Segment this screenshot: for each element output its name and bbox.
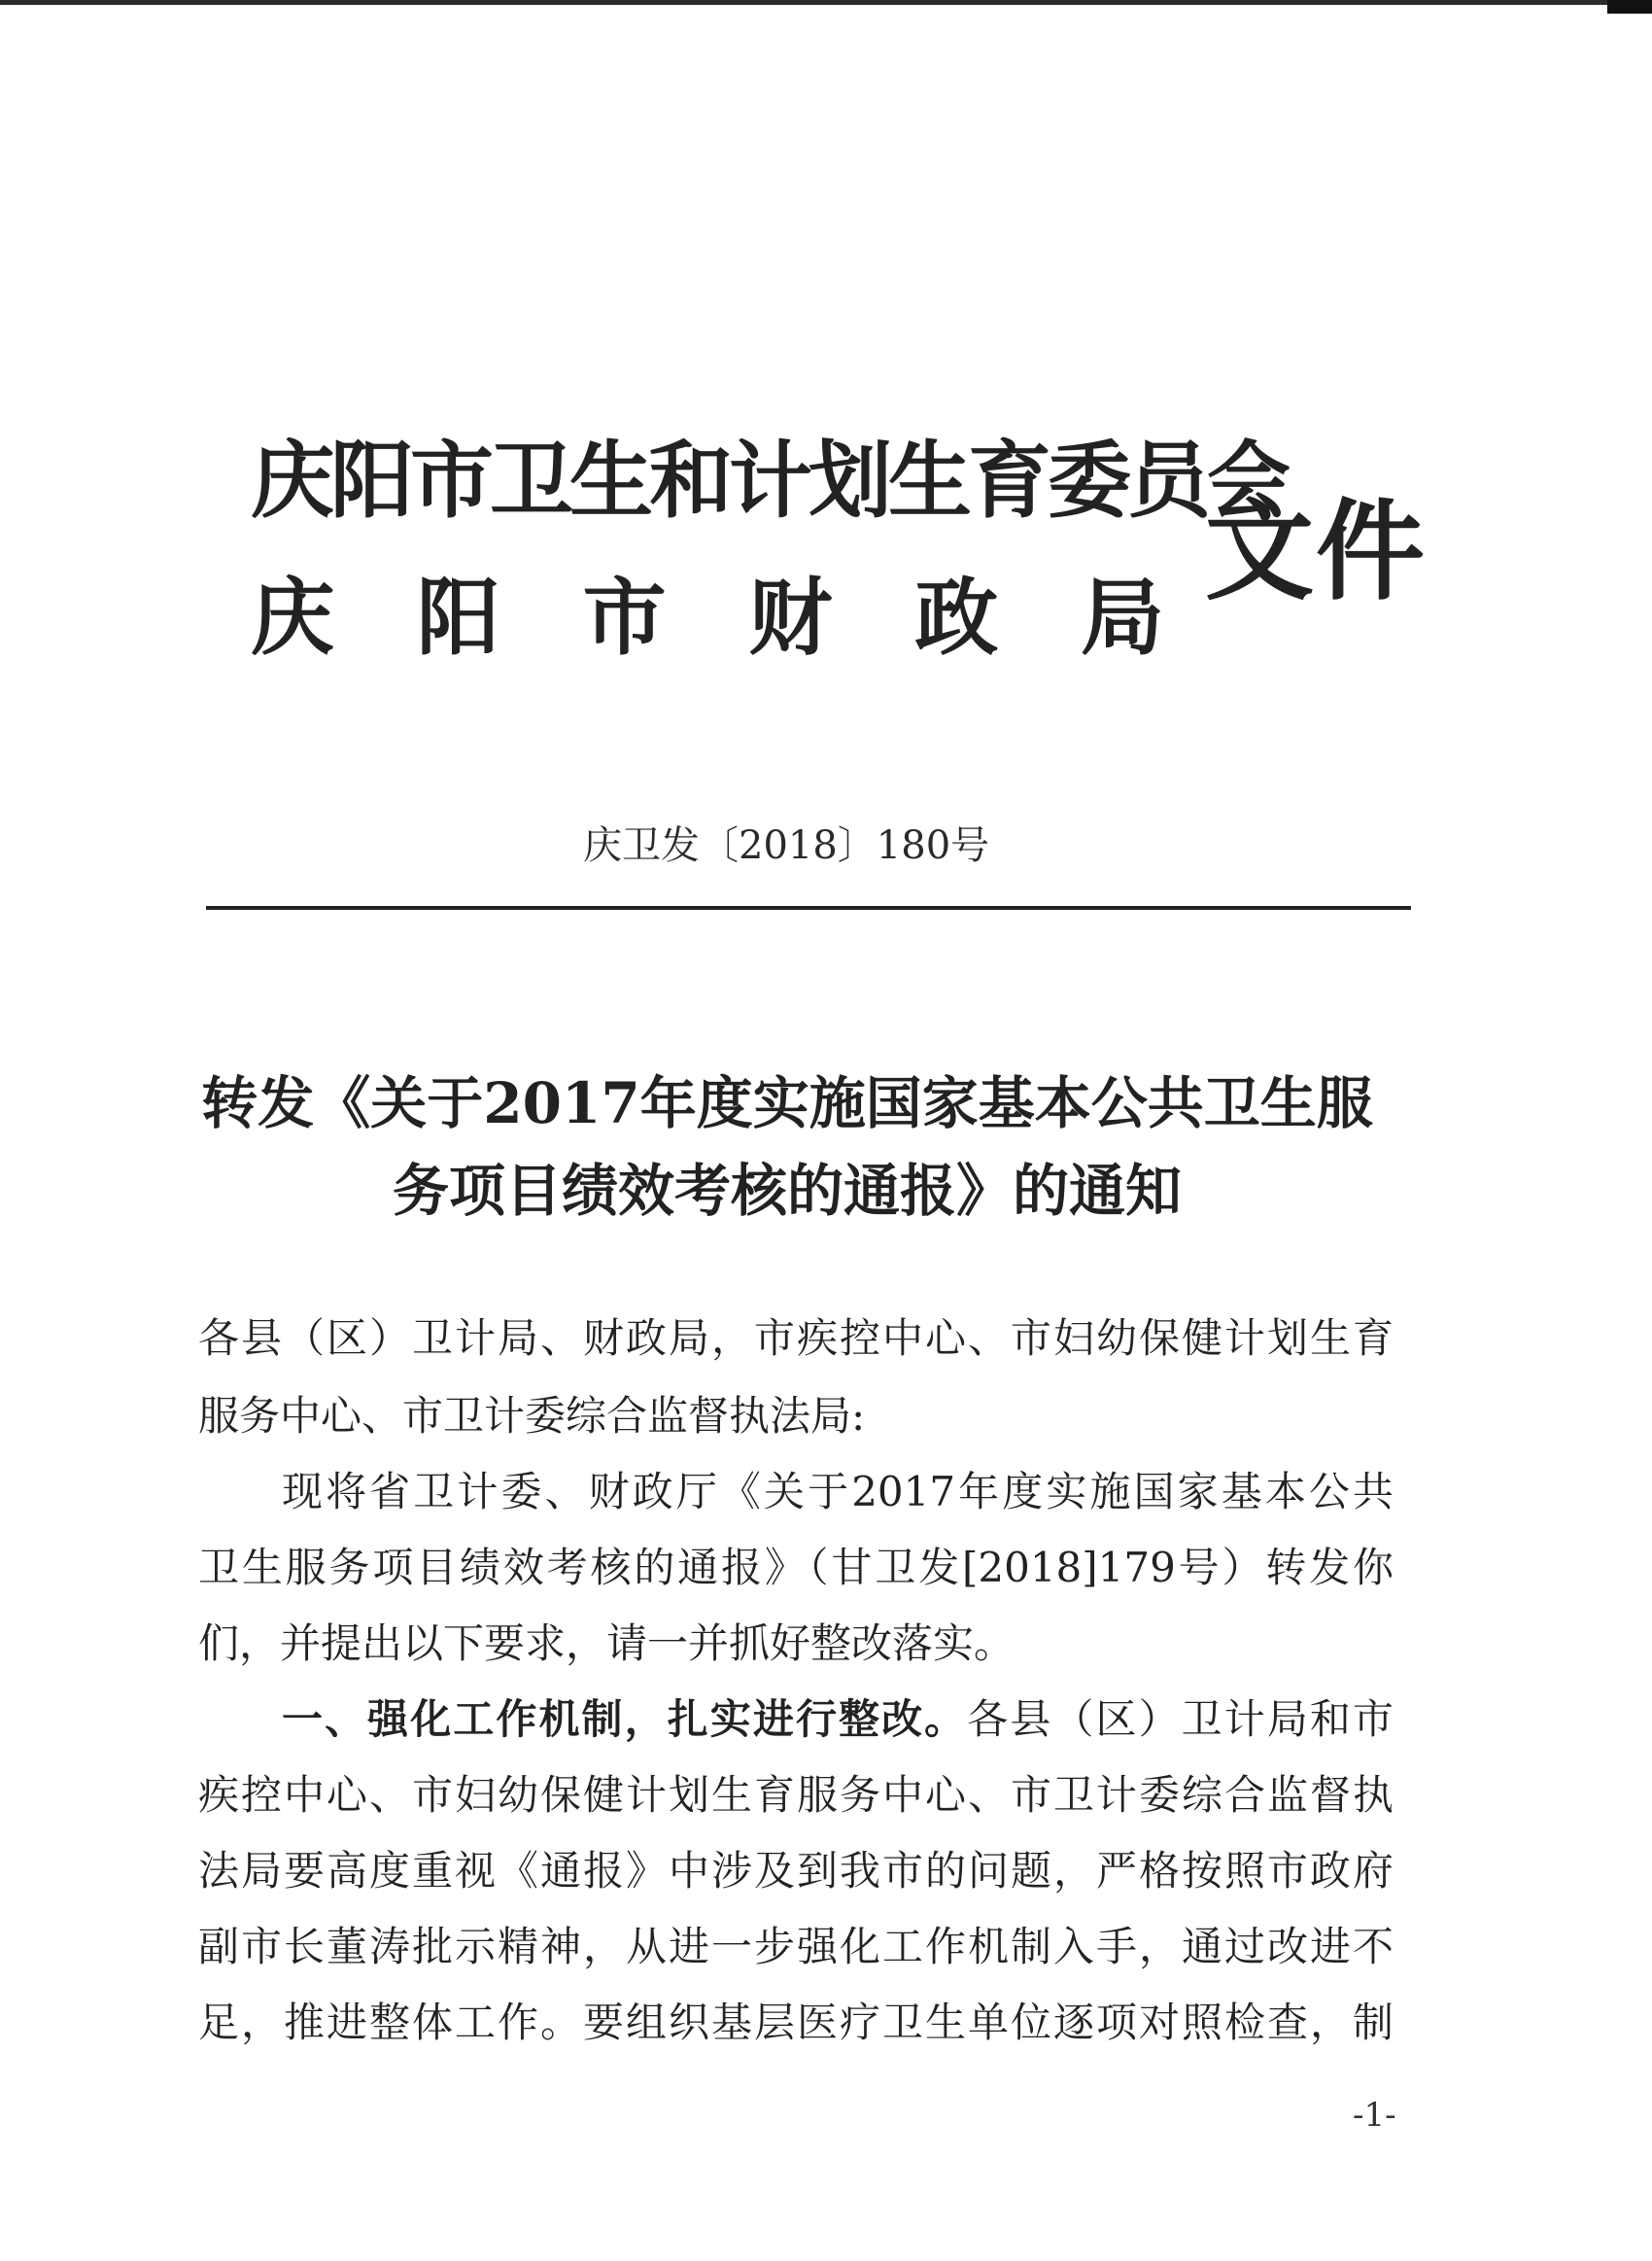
- org-char: 财: [748, 570, 833, 667]
- document-title-line-2: 务项目绩效考核的通报》的通知: [392, 1158, 1182, 1224]
- section-1-line-3: 法局要高度重视《通报》中涉及到我市的问题，严格按照市政府: [198, 1847, 1394, 1895]
- section-1-line-5: 足，推进整体工作。要组织基层医疗卫生单位逐项对照检查，制: [198, 1999, 1394, 2046]
- issuing-org-health-commission: 庆阳市卫生和计划生育委员会: [251, 433, 1287, 530]
- header-divider: [206, 906, 1411, 910]
- paragraph-1-line-2: 卫生服务项目绩效考核的通报》（甘卫发[2018]179号）转发你: [198, 1544, 1394, 1591]
- document-title-line-1: 转发《关于2017年度实施国家基本公共卫生服: [201, 1070, 1373, 1136]
- org-char: 阳: [416, 570, 500, 667]
- org-char: 政: [914, 570, 999, 667]
- org-char: 市: [582, 570, 667, 667]
- paragraph-1-line-1: 现将省卫计委、财政厅《关于2017年度实施国家基本公共: [282, 1468, 1394, 1515]
- section-1-text: 各县（区）卫计局和市: [967, 1695, 1394, 1743]
- section-1-line-4: 副市长董涛批示精神，从进一步强化工作机制入手，通过改进不: [198, 1923, 1394, 1970]
- document-label: 文件: [1205, 489, 1427, 615]
- section-1-line-2: 疾控中心、市妇幼保健计划生育服务中心、市卫计委综合监督执: [198, 1771, 1394, 1819]
- issuing-org-finance-bureau: [251, 550, 1164, 671]
- paragraph-1-line-3: 们，并提出以下要求，请一并抓好整改落实。: [198, 1619, 1015, 1667]
- addressee-line-1: 各县（区）卫计局、财政局，市疾控中心、市妇幼保健计划生育: [198, 1314, 1394, 1362]
- section-1-heading: 一、强化工作机制，扎实进行整改。: [282, 1695, 968, 1743]
- addressee-line-2: 服务中心、市卫计委综合监督执法局:: [198, 1392, 866, 1440]
- page-number: -1-: [1353, 2096, 1396, 2135]
- section-1-line-1: [282, 1687, 1394, 1746]
- document-number: 庆卫发〔2018〕180号: [583, 823, 990, 868]
- org-char: 庆: [251, 570, 334, 667]
- org-char: 局: [1080, 570, 1164, 667]
- scan-edge: [0, 0, 1652, 5]
- scan-corner-mark: [1607, 0, 1652, 14]
